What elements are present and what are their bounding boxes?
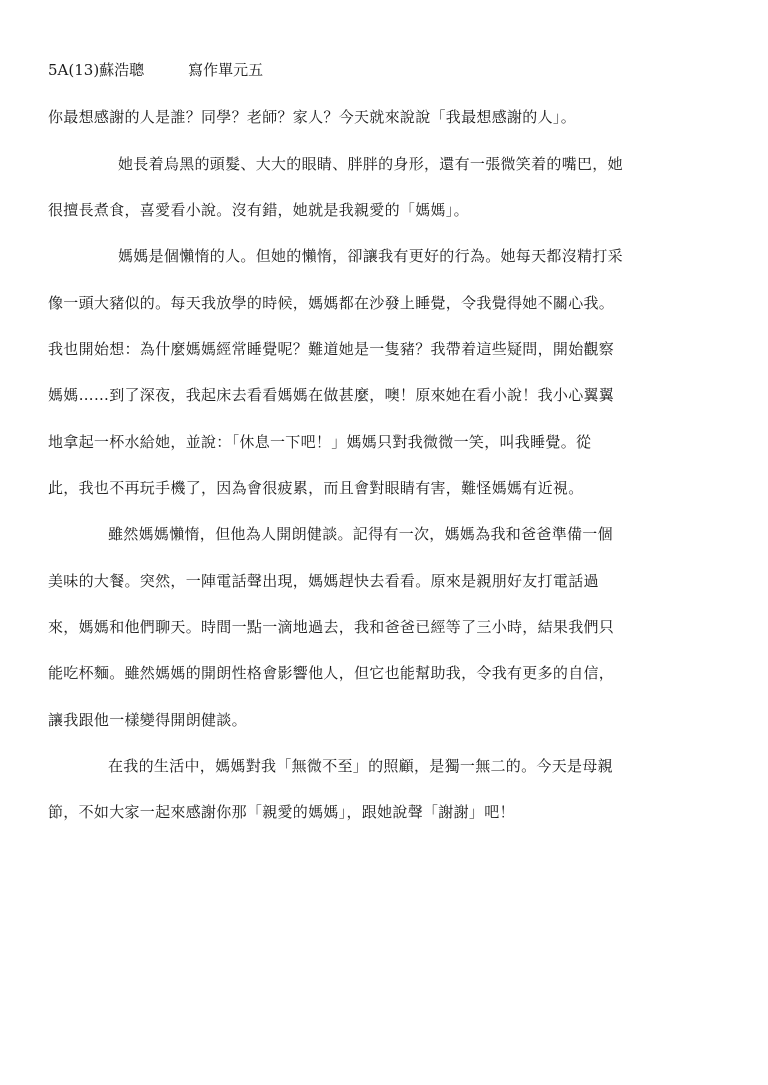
paragraph-line: 很擅長煮食，喜愛看小說。沒有錯，她就是我親愛的「媽媽」。	[48, 201, 469, 219]
paragraph-line: 媽媽是個懶惰的人。但她的懶惰，卻讓我有更好的行為。她每天都沒精打采	[118, 247, 623, 265]
paragraph-line: 在我的生活中，媽媽對我「無微不至」的照顧，是獨一無二的。今天是母親	[108, 757, 613, 775]
paragraph-line: 雖然媽媽懶惰，但他為人開朗健談。記得有一次，媽媽為我和爸爸準備一個	[108, 525, 613, 543]
paragraph-line: 美味的大餐。突然，一陣電話聲出現，媽媽趕快去看看。原來是親朋好友打電話過	[48, 572, 599, 590]
paragraph-line: 讓我跟他一樣變得開朗健談。	[48, 711, 247, 729]
paragraph-line: 節，不如大家一起來感謝你那「親愛的媽媽」，跟她說聲「謝謝」吧！	[48, 803, 515, 821]
paragraph-line: 能吃杯麵。雖然媽媽的開朗性格會影響他人，但它也能幫助我，令我有更多的自信，	[48, 664, 615, 682]
paragraph-line: 她長着烏黑的頭髮、大大的眼睛、胖胖的身形，還有一張微笑着的嘴巴，她	[118, 155, 623, 173]
paragraph-line: 媽媽……到了深夜，我起床去看看媽媽在做甚麼，噢！原來她在看小說！我小心翼翼	[48, 386, 615, 404]
assignment-title: 寫作單元五	[188, 61, 264, 79]
paragraph-line: 我也開始想：為什麼媽媽經常睡覺呢？難道她是一隻豬？我帶着這些疑問，開始觀察	[48, 340, 615, 358]
document-header	[48, 60, 263, 80]
student-name: 5A(13)蘇浩聰	[48, 61, 145, 79]
paragraph-line: 像一頭大豬似的。每天我放學的時候，媽媽都在沙發上睡覺，令我覺得她不關心我。	[48, 294, 615, 312]
paragraph-line: 地拿起一杯水給她，並說：「休息一下吧！」媽媽只對我微微一笑，叫我睡覺。從	[48, 433, 592, 451]
intro-line: 你最想感謝的人是誰？同學？老師？家人？今天就來說說「我最想感謝的人」。	[48, 108, 577, 126]
paragraph-line: 此，我也不再玩手機了，因為會很疲累，而且會對眼睛有害，難怪媽媽有近視。	[48, 479, 584, 497]
paragraph-line: 來，媽媽和他們聊天。時間一點一滴地過去，我和爸爸已經等了三小時，結果我們只	[48, 618, 615, 636]
